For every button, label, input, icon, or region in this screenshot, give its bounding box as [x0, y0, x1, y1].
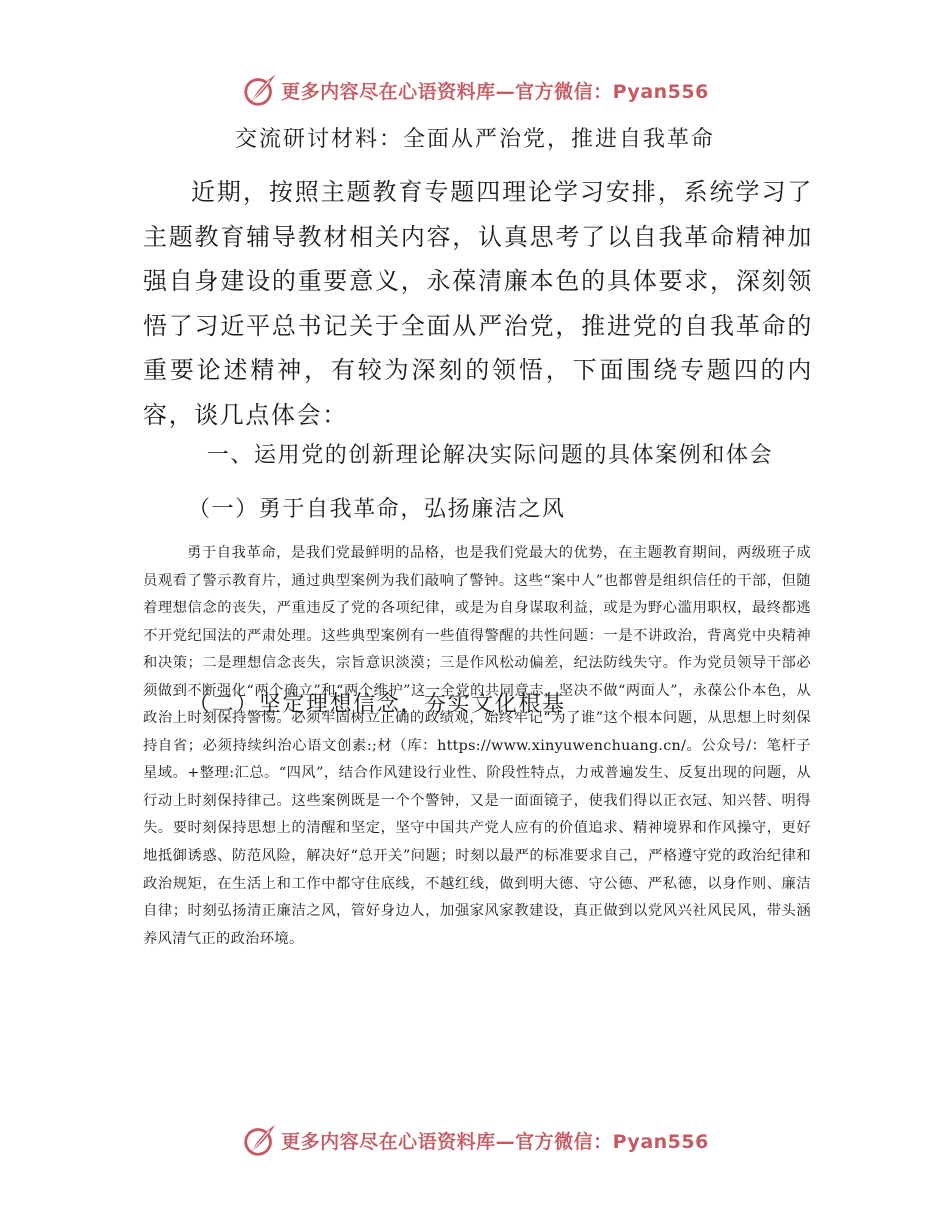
subsection-heading-2: （二）坚定理想信念，夯实文化根基	[188, 692, 566, 717]
feather-pen-logo-icon	[241, 71, 279, 109]
subsection-heading-1: （一）勇于自我革命，弘扬廉洁之风	[188, 497, 566, 522]
intro-paragraph: 近期，按照主题教育专题四理论学习安排，系统学习了主题教育辅导教材相关内容，认真思考了以自我革命精神加强自身建设的重要意义，永葆清廉本色的具体要求，深刻领悟了习近平总书记关于全面从严治党，推进党的自我革命的重要论述精神，有较为深刻的领悟，下面围绕专题四的内容，谈几点体会：	[143, 178, 813, 429]
banner-text: 更多内容尽在心语资料库—官方微信：Pyan556	[281, 80, 709, 103]
section-heading-1: 一、运用党的创新理论解决实际问题的具体案例和体会	[206, 443, 774, 468]
document-title: 交流研讨材料：全面从严治党，推进自我革命	[234, 127, 715, 152]
header-banner	[0, 70, 950, 110]
feather-pen-logo-icon	[241, 1121, 279, 1159]
banner-text: 更多内容尽在心语资料库—官方微信：Pyan556	[281, 1130, 709, 1153]
footer-banner	[0, 1120, 950, 1160]
subsection-1-body: 勇于自我革命，是我们党最鲜明的品格，也是我们党最大的优势，在主题教育期间，两级班子成员观看了警示教育片，通过典型案例为我们敲响了警钟。这些“案中人”也都曾是组织信任的干部，但随着理想信念的丧失，严重违反了党的各项纪律，或是为自身谋取利益，或是为野心滥用职权，最终都逃不开党纪国法的严肃处理。这些典型案例有一些值得警醒的共性问题：一是不讲政治，背离党中央精神和决策；二是理想信念丧失，宗旨意识淡漠；三是作风松动偏差，纪法防线失守。作为党员领导干部必须做到不断强化“两个确立”和“两个维护”这一全党的共同意志，坚决不做“两面人”，永葆公仆本色，从政治上时刻保持警惕。必须牢固树立正确的政绩观，始终牢记“为了谁”这个根本问题，从思想上时刻保持自省；必须持续纠治心语文创素:;材（库：https://www.xinyuwenchuang.cn/。公众号/：笔杆子星域。+整理:汇总。“四风”，结合作风建设行业性、阶段性特点，力戒普遍发生、反复出现的问题，从行动上时刻保持律己。这些案例既是一个个警钟，又是一面面镜子，使我们得以正衣冠、知兴替、明得失。要时刻保持思想上的清醒和坚定，坚守中国共产党人应有的价值追求、精神境界和作风操守，更好地抵御诱惑、防范风险，解决好“总开关”问题；时刻以最严的标准要求自己，严格遵守党的政治纪律和政治规矩，在生活上和工作中都守住底线，不越红线，做到明大德、守公德、严私德，以身作则、廉洁自律；时刻弘扬清正廉洁之风，管好身边人，加强家风家教建设，真正做到以党风兴社风民风，带头涵养风清气正的政治环境。	[143, 545, 811, 947]
